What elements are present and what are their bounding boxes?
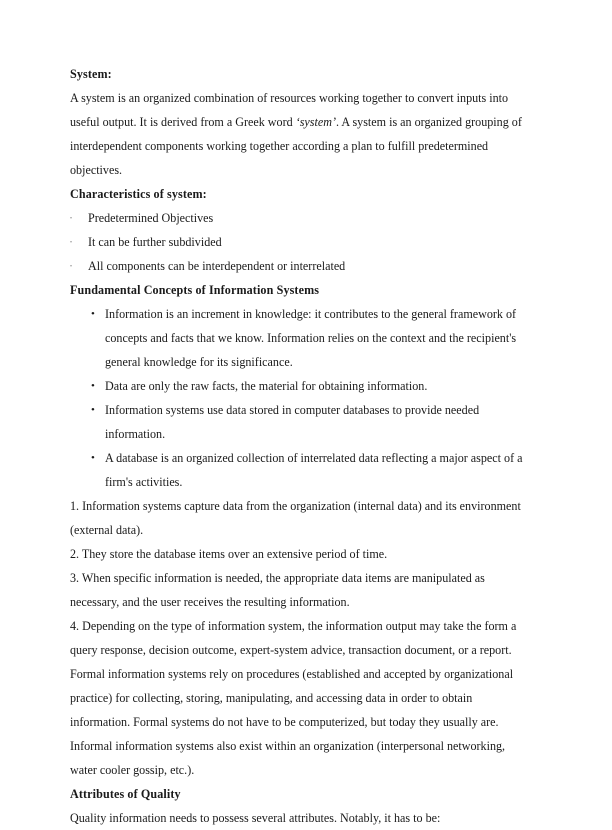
document-body bbox=[70, 62, 534, 830]
list-item-label: Information systems use data stored in computer databases to provide needed information. bbox=[105, 403, 480, 441]
list-item-label: Information is an increment in knowledge: it contributes to the general framework of concepts and facts that we know. Information relies on the context and the recipient's general knowledge for its significance. bbox=[105, 307, 517, 369]
list-item bbox=[70, 302, 534, 374]
characteristics-list bbox=[70, 206, 534, 278]
bullet-marker-icon: • bbox=[91, 452, 95, 464]
list-item bbox=[70, 374, 534, 398]
bullet-marker-icon: • bbox=[91, 380, 95, 392]
middot-marker-icon: · bbox=[69, 235, 74, 249]
paragraph-attributes-intro: Quality information needs to possess several attributes. Notably, it has to be: bbox=[70, 811, 441, 825]
system-para-text-a: A system is an organized combination of resources working together to convert inputs into useful output. It is derived from a Greek word bbox=[70, 91, 509, 129]
heading-system: System: bbox=[70, 67, 112, 81]
list-item bbox=[70, 254, 534, 278]
paragraph-system-definition bbox=[70, 86, 534, 182]
heading-characteristics-of-system: Characteristics of system: bbox=[70, 187, 207, 201]
list-item-label: It can be further subdivided bbox=[88, 235, 222, 249]
list-item-label: Predetermined Objectives bbox=[88, 211, 214, 225]
numbered-paragraph-3: 3. When specific information is needed, the appropriate data items are manipulated as necessary, and the user receives the resulting information. bbox=[70, 571, 485, 609]
numbered-paragraph-4: 4. Depending on the type of information system, the information output may take the form a query response, decision outcome, expert-system advice, transaction document, or a report. bbox=[70, 619, 517, 657]
system-para-italic-term: ‘system’ bbox=[295, 115, 336, 129]
middot-marker-icon: · bbox=[69, 211, 74, 225]
list-item bbox=[70, 398, 534, 446]
fundamental-concepts-list bbox=[70, 302, 534, 494]
list-item bbox=[70, 230, 534, 254]
heading-fundamental-concepts: Fundamental Concepts of Information Systems bbox=[70, 283, 320, 297]
numbered-paragraph-2: 2. They store the database items over an extensive period of time. bbox=[70, 547, 388, 561]
paragraph-formal-information-systems: Formal information systems rely on procedures (established and accepted by organizational practice) for collecting, storing, manipulating, and accessing data in order to obtain information. Formal systems do not have to be computerized, but today they usually are. Informal information systems also exist within an organization (interpersonal networking, water cooler gossip, etc.). bbox=[70, 667, 514, 777]
middot-marker-icon: · bbox=[69, 259, 74, 273]
numbered-paragraph-1: 1. Information systems capture data from the organization (internal data) and its environment (external data). bbox=[70, 499, 521, 537]
list-item bbox=[70, 206, 534, 230]
list-item-label: Data are only the raw facts, the material for obtaining information. bbox=[105, 379, 428, 393]
list-item-label: A database is an organized collection of interrelated data reflecting a major aspect of a firm's activities. bbox=[105, 451, 523, 489]
heading-attributes-of-quality: Attributes of Quality bbox=[70, 787, 181, 801]
bullet-marker-icon: • bbox=[91, 404, 95, 416]
bullet-marker-icon: • bbox=[91, 308, 95, 320]
list-item-label: All components can be interdependent or interrelated bbox=[88, 259, 346, 273]
list-item bbox=[70, 446, 534, 494]
system-para-text-b: . A system is an organized grouping of interdependent components working together according a plan to fulfill predetermined objectives. bbox=[70, 115, 522, 177]
